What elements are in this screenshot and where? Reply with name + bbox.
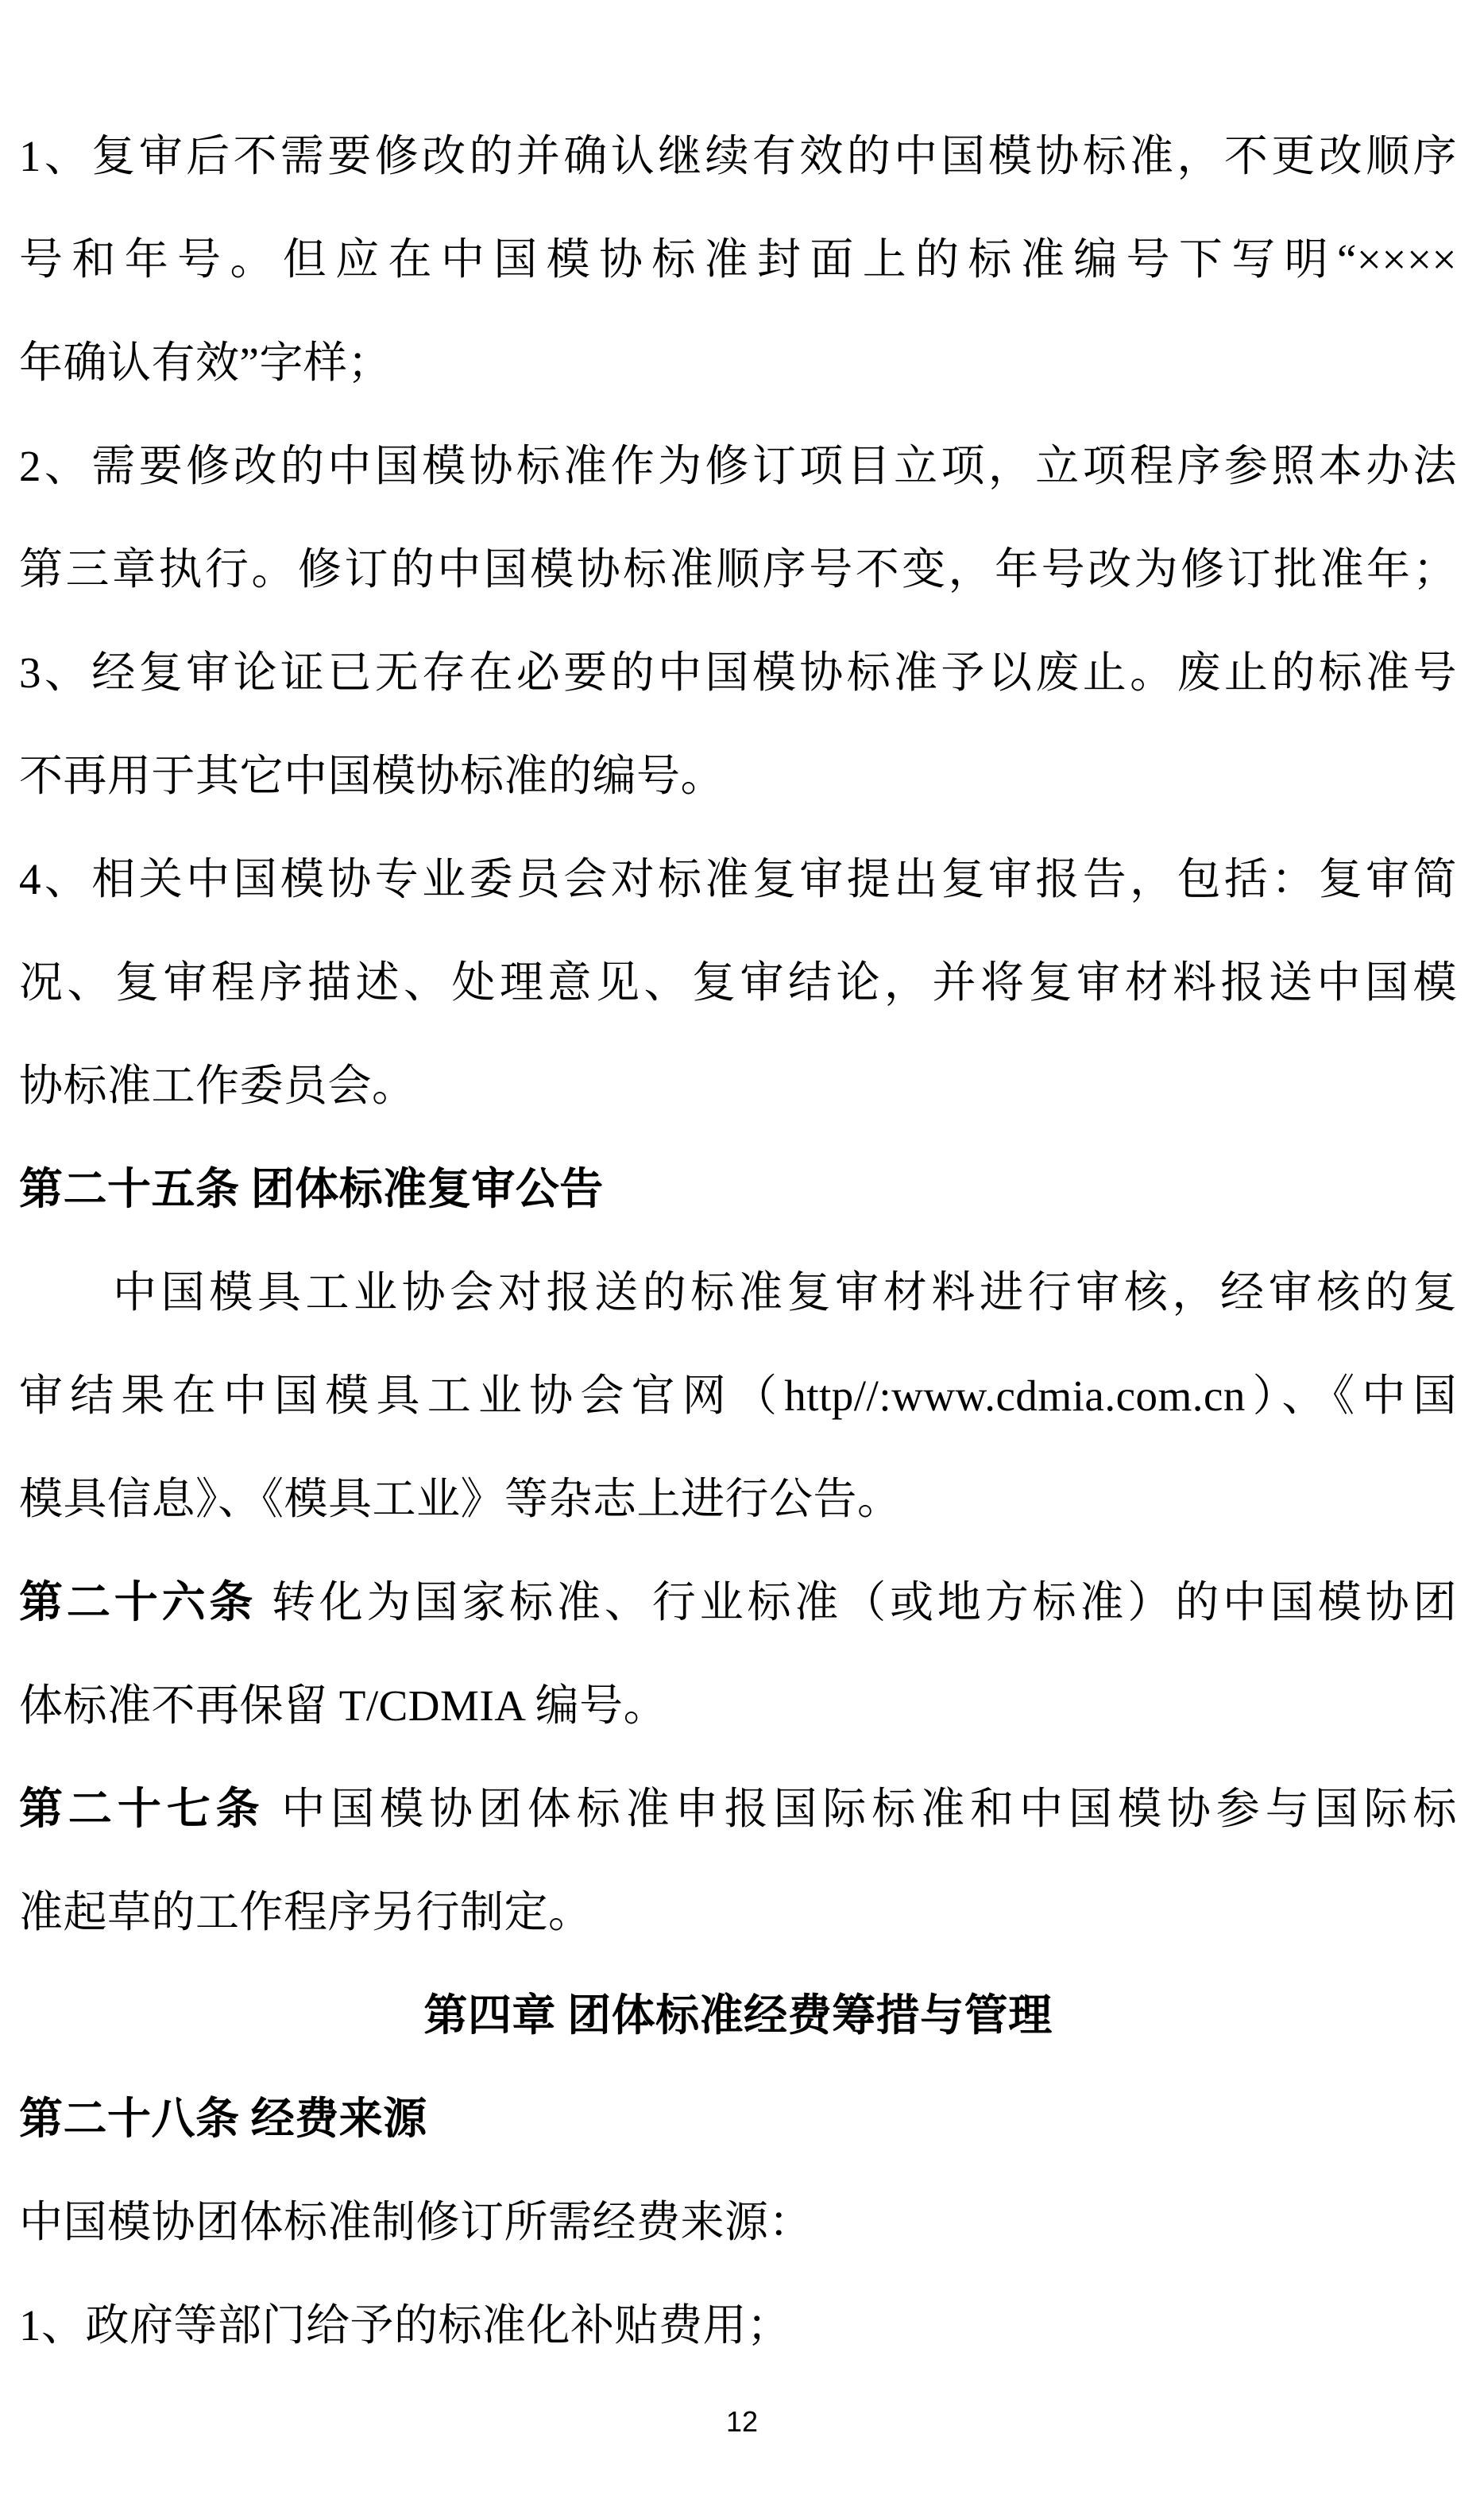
doc-line: 协标准工作委员会。 <box>19 1062 416 1110</box>
doc-line: 体标准不再保留 T/CDMIA 编号。 <box>19 1681 668 1730</box>
doc-line: 1、复审后不需要修改的并确认继续有效的中国模协标准，不更改顺序 <box>19 132 1457 180</box>
doc-line: 中国模协团体标准制修订所需经费来源： <box>19 2198 813 2246</box>
article-28-heading: 第二十八条 经费来源 <box>19 2095 427 2143</box>
doc-line: 年确认有效”字样； <box>19 338 392 387</box>
page-number: 12 <box>725 2405 759 2438</box>
doc-line <box>19 1551 1457 1654</box>
doc-line: 不再用于其它中国模协标准的编号。 <box>19 752 725 800</box>
doc-line: 模具信息》、《模具工业》等杂志上进行公告。 <box>19 1475 902 1523</box>
doc-line: 准起草的工作程序另行制定。 <box>19 1888 593 1936</box>
chapter-4-heading: 第四章 团体标准经费筹措与管理 <box>423 1991 1053 2040</box>
doc-line: 第三章执行。修订的中国模协标准顺序号不变，年号改为修订批准年； <box>19 545 1457 594</box>
doc-line: 中国模具工业协会对报送的标准复审材料进行审核，经审核的复 <box>113 1268 1457 1317</box>
doc-line: 1、政府等部门给予的标准化补贴费用； <box>19 2301 791 2350</box>
doc-line: 号和年号。但应在中国模协标准封面上的标准编号下写明“×××× <box>19 235 1457 284</box>
doc-line: 况、复审程序描述、处理意见、复审结论，并将复审材料报送中国模 <box>19 958 1457 1007</box>
article-25-heading: 第二十五条 团体标准复审公告 <box>19 1165 604 1213</box>
doc-line-text: 中国模协团体标准申报国际标准和中国模协参与国际标 <box>265 1785 1457 1833</box>
doc-line: 3、经复审论证已无存在必要的中国模协标准予以废止。废止的标准号 <box>19 648 1457 697</box>
document-body <box>19 105 1457 2377</box>
doc-line: 4、相关中国模协专业委员会对标准复审提出复审报告，包括：复审简 <box>19 855 1457 903</box>
article-27-label: 第二十七条 <box>19 1785 265 1833</box>
doc-line <box>19 1758 1457 1861</box>
doc-line-text: 转化为国家标准、行业标准（或地方标准）的中国模协团 <box>257 1578 1457 1627</box>
article-26-label: 第二十六条 <box>19 1578 257 1627</box>
doc-line: 审结果在中国模具工业协会官网（http//:www.cdmia.com.cn）、《中国 <box>19 1371 1457 1420</box>
doc-line: 2、需要修改的中国模协标准作为修订项目立项，立项程序参照本办法 <box>19 442 1457 490</box>
